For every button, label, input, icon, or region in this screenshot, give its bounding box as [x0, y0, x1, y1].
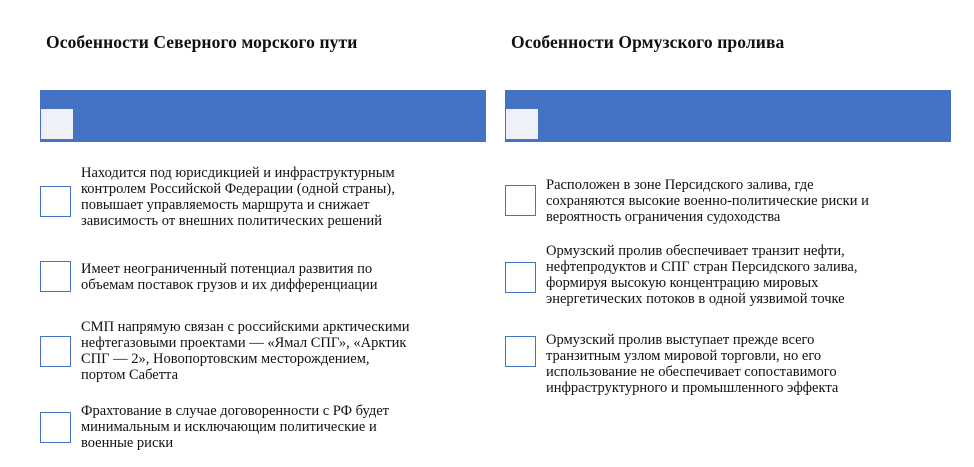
item-line: сохраняются высокие военно-политические риски и — [546, 193, 869, 209]
item-line: объемам поставок грузов и их дифференциации — [81, 277, 378, 293]
item-line: энергетических потоков в одной уязвимой точке — [546, 291, 845, 307]
item-text — [81, 403, 481, 451]
left-banner-box — [41, 109, 73, 139]
checkbox-icon — [40, 186, 71, 217]
checkbox-icon — [505, 185, 536, 216]
checkbox-icon — [40, 261, 71, 292]
item-line: зависимость от внешних политических решений — [81, 213, 383, 229]
checkbox-icon — [505, 336, 536, 367]
item-line: использование не обеспечивает сопоставимого — [546, 364, 837, 380]
item-line: Ормузский пролив обеспечивает транзит нефти, — [546, 243, 845, 259]
item-line: военные риски — [81, 435, 174, 451]
item-line: нефтегазовыми проектами — «Ямал СПГ», «Арктик — [81, 335, 407, 351]
item-line: Фрахтование в случае договоренности с РФ будет — [81, 403, 389, 419]
item-line: минимальным и исключающим политические и — [81, 419, 377, 435]
item-line: транзитным узлом мировой торговли, но его — [546, 348, 822, 364]
item-line: повышает управляемость маршрута и снижает — [81, 197, 370, 213]
left-column-title: Особенности Северного морского пути — [46, 32, 358, 52]
left-banner — [40, 90, 486, 142]
right-banner-box — [506, 109, 538, 139]
item-line: контролем Российской Федерации (одной страны), — [81, 181, 395, 197]
item-line: Находится под юрисдикцией и инфраструктурным — [81, 165, 395, 181]
item-line: СПГ — 2», Новопортовским месторождением, — [81, 351, 370, 367]
checkbox-icon — [40, 336, 71, 367]
item-line: нефтепродуктов и СПГ стран Персидского залива, — [546, 259, 858, 275]
right-banner — [505, 90, 951, 142]
item-line: Имеет неограниченный потенциал развития по — [81, 261, 373, 277]
item-line: портом Сабетта — [81, 367, 179, 383]
item-text — [546, 243, 946, 307]
item-text — [546, 332, 946, 396]
checkbox-icon — [40, 412, 71, 443]
item-line: Ормузский пролив выступает прежде всего — [546, 332, 815, 348]
item-text — [81, 165, 481, 229]
item-line: вероятность ограничения судоходства — [546, 209, 781, 225]
item-line: инфраструктурного и промышленного эффекта — [546, 380, 839, 396]
item-text — [81, 319, 481, 383]
item-text — [546, 177, 946, 225]
item-text — [81, 261, 481, 293]
item-line: СМП напрямую связан с российскими арктическими — [81, 319, 410, 335]
item-line: формируя высокую концентрацию мировых — [546, 275, 819, 291]
item-line: Расположен в зоне Персидского залива, где — [546, 177, 814, 193]
checkbox-icon — [505, 262, 536, 293]
right-column-title: Особенности Ормузского пролива — [511, 32, 785, 52]
